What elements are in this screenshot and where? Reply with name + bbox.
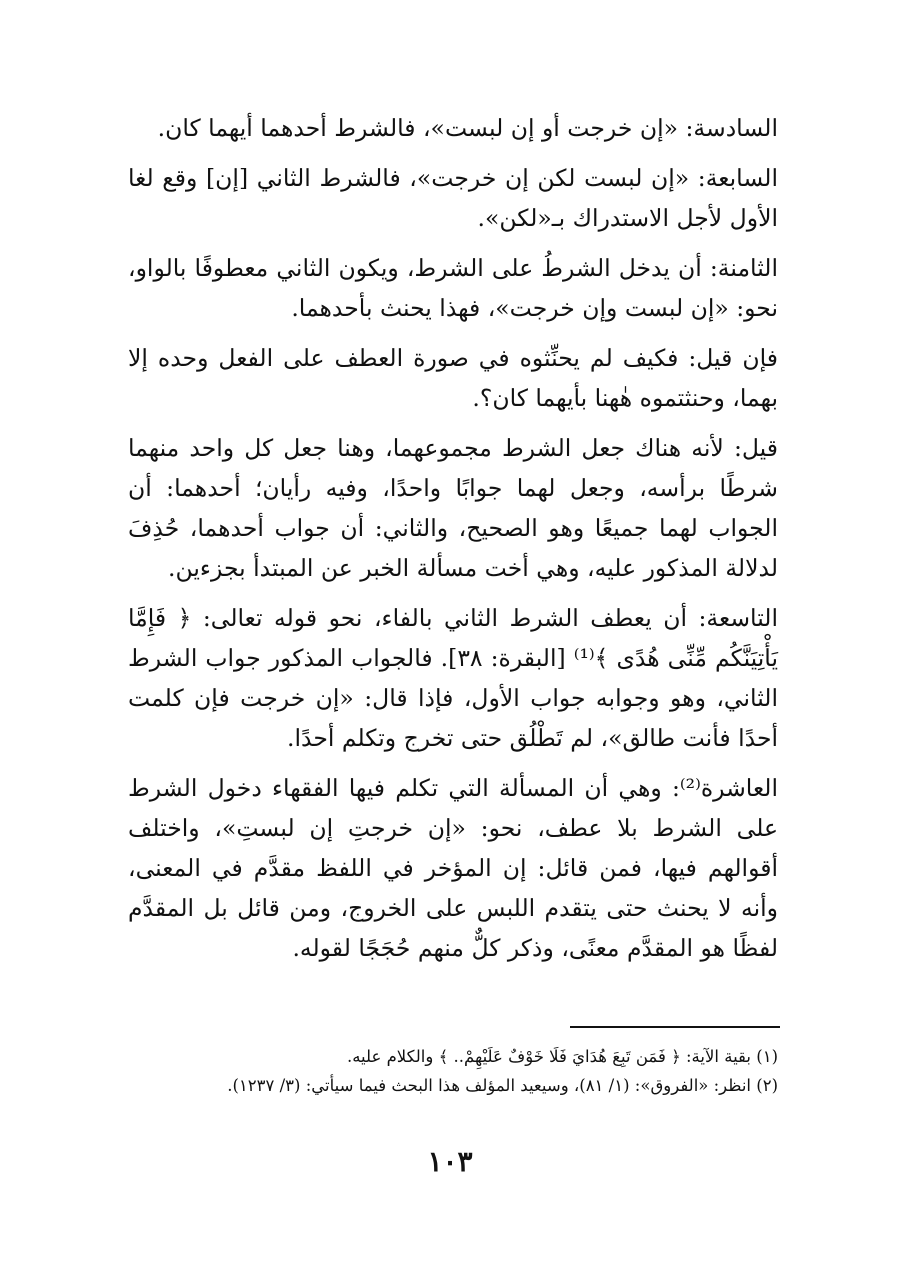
paragraph-eighth: الثامنة: أن يدخل الشرطُ على الشرط، ويكون الثاني معطوفًا بالواو، نحو: «إن لبست وإن خرجت»، فهذا يحنث بأحدهما. bbox=[128, 254, 778, 322]
paragraph-ninth: التاسعة: أن يعطف الشرط الثاني بالفاء، نحو قوله تعالى: ﴿ فَإِمَّا يَأْتِيَنَّكُم مِّنِّى هُدًى ﴾⁽¹⁾ [البقرة: ٣٨]. فالجواب المذكور جواب الشرط الثاني، وهو وجوابه جواب الأول، فإذا قال: «إن خرجت فإن كلمت أحدًا فأنت طالق»، لم تَطْلُق حتى تخرج وتكلم أحدًا. bbox=[128, 604, 779, 752]
paragraph-reply: قيل: لأنه هناك جعل الشرط مجموعهما، وهنا جعل كل واحد منهما شرطًا برأسه، وجعل لهما جوابًا واحدًا، وفيه رأيان؛ أحدهما: أن الجواب لهما جميعًا وهو الصحيح، والثاني: أن جواب أحدهما، حُذِفَ لدلالة المذكور عليه، وهي أخت مسألة الخبر عن المبتدأ بجزءين. bbox=[128, 434, 778, 582]
paragraph-tenth: العاشرة⁽²⁾: وهي أن المسألة التي تكلم فيها الفقهاء دخول الشرط على الشرط بلا عطف، نحو: «إن خرجتِ إن لبستِ»، واختلف أقوالهم فيها، فمن قائل: إن المؤخر في اللفظ مقدَّم في المعنى، وأنه لا يحنث حتى يتقدم اللبس على الخروج، ومن قائل بل المقدَّم لفظًا هو المقدَّم معنًى، وذكر كلٌّ منهم حُجَجًا لقوله. bbox=[128, 774, 778, 962]
footnote-2: (٢) انظر: «الفروق»: (١/ ٨١)، وسيعيد المؤلف هذا البحث فيما سيأتي: (٣/ ١٢٣٧). bbox=[227, 1076, 778, 1095]
paragraph-seventh: السابعة: «إن لبست لكن إن خرجت»، فالشرط الثاني [إن] وقع لغا الأول لأجل الاستدراك بـ«لكن». bbox=[128, 164, 778, 232]
paragraph-sixth: السادسة: «إن خرجت أو إن لبست»، فالشرط أحدهما أيهما كان. bbox=[157, 114, 778, 142]
paragraph-objection: فإن قيل: فكيف لم يحنِّثوه في صورة العطف على الفعل وحده إلا بهما، وحنثتموه هٰهنا بأيهما كان؟. bbox=[128, 344, 778, 412]
footnote-1: (١) بقية الآية: ﴿ فَمَن تَبِعَ هُدَايَ فَلَا خَوْفٌ عَلَيْهِمْ.. ﴾ والكلام عليه. bbox=[346, 1047, 778, 1066]
main-text bbox=[128, 108, 778, 978]
page-number: ١٠٣ bbox=[427, 1145, 473, 1178]
footnotes bbox=[128, 1042, 778, 1100]
footnote-divider bbox=[570, 1026, 780, 1028]
